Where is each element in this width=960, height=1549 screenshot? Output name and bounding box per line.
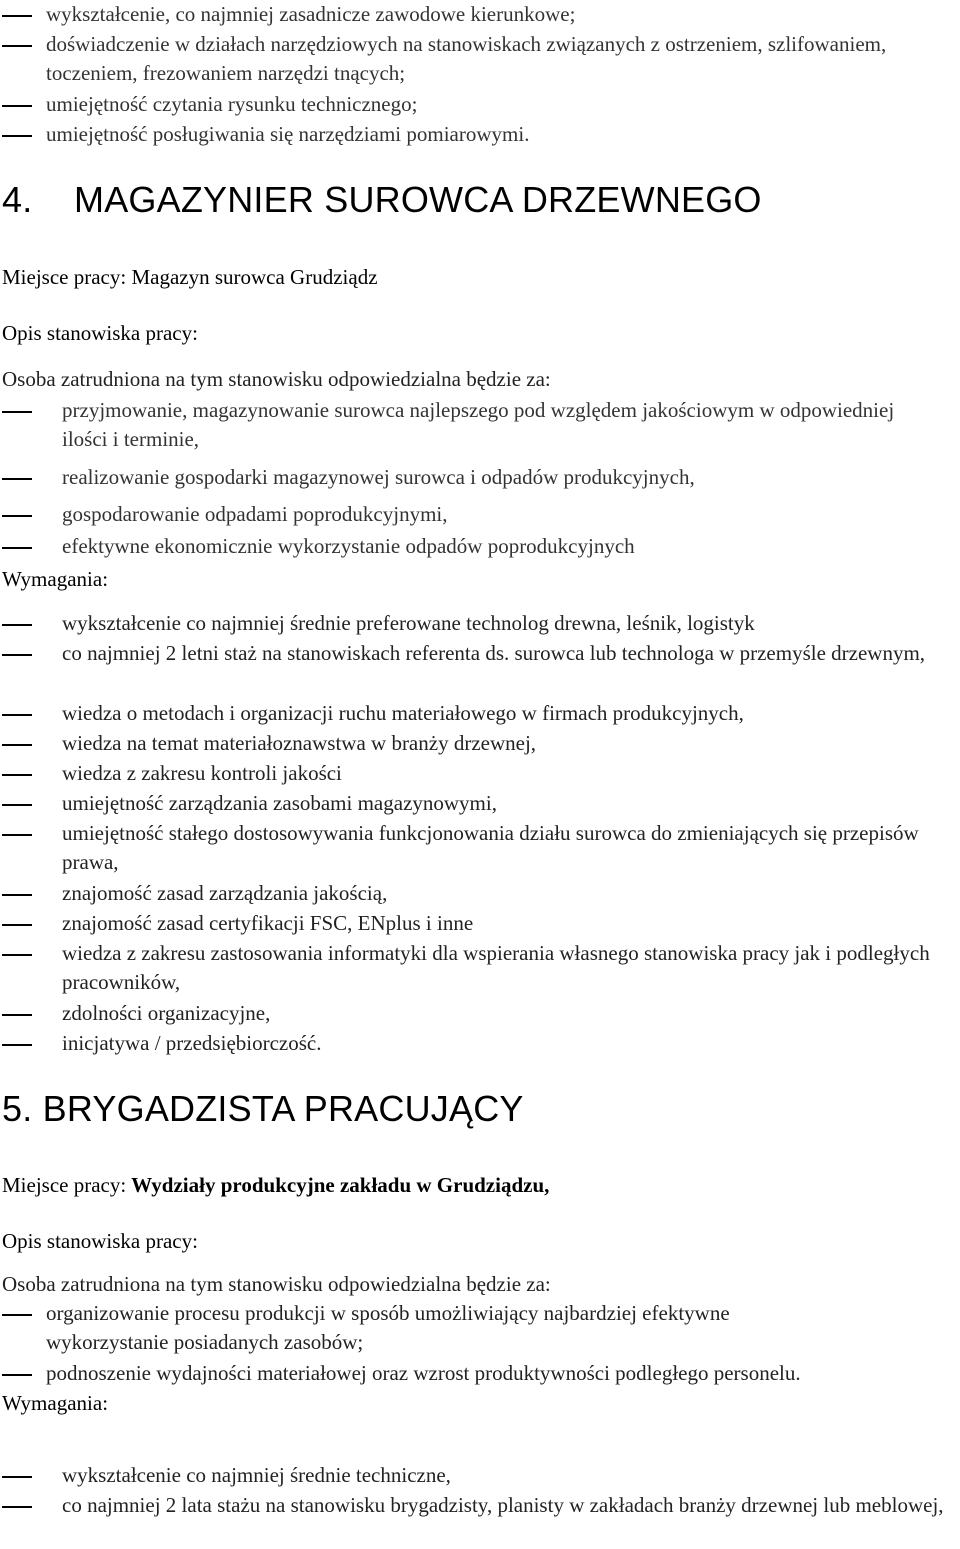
requirement-text: co najmniej 2 letni staż na stanowiskach referenta ds. surowca lub technologa w przemyśle drzewnym,: [62, 641, 926, 665]
dash-bullet: [2, 624, 32, 626]
requirement-text: wiedza o metodach i organizacji ruchu materiałowego w firmach produkcyjnych,: [62, 701, 744, 725]
dash-bullet: [2, 954, 32, 956]
duty-text: organizowanie procesu produkcji w sposób umożliwiający najbardziej efektywne wykorzystanie posiadanych zasobów;: [46, 1301, 730, 1354]
duty-text: realizowanie gospodarki magazynowej surowca i odpadów produkcyjnych,: [62, 465, 695, 489]
dash-bullet: [2, 1506, 32, 1508]
dash-bullet: [2, 714, 32, 716]
section-heading: [2, 180, 762, 220]
workplace-value: Magazyn surowca Grudziądz: [131, 265, 378, 289]
dash-bullet: [2, 1014, 32, 1016]
section-title: BRYGADZISTA PRACUJĄCY: [42, 1088, 524, 1129]
section-heading: [2, 1089, 524, 1129]
requirement-text: wykształcenie co najmniej średnie techniczne,: [62, 1463, 451, 1487]
duty-text: gospodarowanie odpadami poprodukcyjnymi,: [62, 502, 448, 526]
dash-bullet: [2, 411, 32, 413]
responsibility-intro: Osoba zatrudniona na tym stanowisku odpowiedzialna będzie za:: [2, 367, 551, 391]
requirement-text: co najmniej 2 lata stażu na stanowisku brygadzisty, planisty w zakładach branży drzewnej lub meblowej,: [62, 1493, 944, 1517]
dash-bullet: [2, 834, 32, 836]
requirement-text: wiedza na temat materiałoznawstwa w branży drzewnej,: [62, 731, 537, 755]
list-item-text: wykształcenie, co najmniej zasadnicze zawodowe kierunkowe;: [46, 2, 576, 26]
dash-bullet: [2, 478, 32, 480]
duty-text: efektywne ekonomicznie wykorzystanie odpadów poprodukcyjnych: [62, 534, 635, 558]
requirement-text: wiedza z zakresu kontroli jakości: [62, 761, 342, 785]
description-label: Opis stanowiska pracy:: [2, 1229, 198, 1253]
requirement-text: umiejętność zarządzania zasobami magazynowymi,: [62, 791, 497, 815]
dash-bullet: [2, 547, 32, 549]
workplace-line: [2, 262, 378, 292]
description-label: Opis stanowiska pracy:: [2, 321, 198, 345]
requirement-text: wykształcenie co najmniej średnie preferowane technolog drewna, leśnik, logistyk: [62, 611, 755, 635]
dash-bullet: [2, 774, 32, 776]
duty-text: przyjmowanie, magazynowanie surowca najlepszego pod względem jakościowym w odpowiedniej ilości i terminie,: [62, 398, 895, 451]
requirement-text: znajomość zasad certyfikacji FSC, ENplus i inne: [62, 911, 474, 935]
dash-bullet: [2, 45, 32, 47]
requirement-text: zdolności organizacyjne,: [62, 1001, 271, 1025]
dash-bullet: [2, 1374, 32, 1376]
dash-bullet: [2, 105, 32, 107]
list-item-text: doświadczenie w działach narzędziowych na stanowiskach związanych z ostrzeniem, szlifowaniem, toczeniem, frezowaniem narzędzi tnących;: [46, 32, 887, 85]
section-number: 5.: [2, 1088, 33, 1129]
dash-bullet: [2, 744, 32, 746]
requirement-text: wiedza z zakresu zastosowania informatyki dla wspierania własnego stanowiska pracy jak i podległych pracowników,: [62, 941, 930, 994]
workplace-value: Wydziały produkcyjne zakładu w Grudziądzu,: [131, 1173, 550, 1197]
dash-bullet: [2, 135, 32, 137]
duty-text: podnoszenie wydajności materiałowej oraz wzrost produktywności podległego personelu.: [46, 1361, 801, 1385]
responsibility-intro: Osoba zatrudniona na tym stanowisku odpowiedzialna będzie za:: [2, 1272, 551, 1296]
requirements-label: Wymagania:: [2, 1391, 109, 1415]
dash-bullet: [2, 1476, 32, 1478]
dash-bullet: [2, 924, 32, 926]
requirement-text: znajomość zasad zarządzania jakością,: [62, 881, 388, 905]
workplace-label: Miejsce pracy:: [2, 265, 127, 289]
dash-bullet: [2, 1314, 32, 1316]
workplace-line: [2, 1170, 549, 1200]
list-item-text: umiejętność posługiwania się narzędziami pomiarowymi.: [46, 122, 530, 146]
section-title: MAGAZYNIER SUROWCA DRZEWNEGO: [74, 179, 762, 220]
dash-bullet: [2, 894, 32, 896]
list-item-text: umiejętność czytania rysunku technicznego;: [46, 92, 418, 116]
requirement-text: umiejętność stałego dostosowywania funkcjonowania działu surowca do zmieniających się przepisów prawa,: [62, 821, 919, 874]
requirements-label: Wymagania:: [2, 567, 109, 591]
dash-bullet: [2, 654, 32, 656]
dash-bullet: [2, 515, 32, 517]
section-number: 4.: [2, 179, 33, 220]
workplace-label: Miejsce pracy:: [2, 1173, 127, 1197]
dash-bullet: [2, 15, 32, 17]
dash-bullet: [2, 804, 32, 806]
dash-bullet: [2, 1044, 32, 1046]
requirement-text: inicjatywa / przedsiębiorczość.: [62, 1031, 322, 1055]
